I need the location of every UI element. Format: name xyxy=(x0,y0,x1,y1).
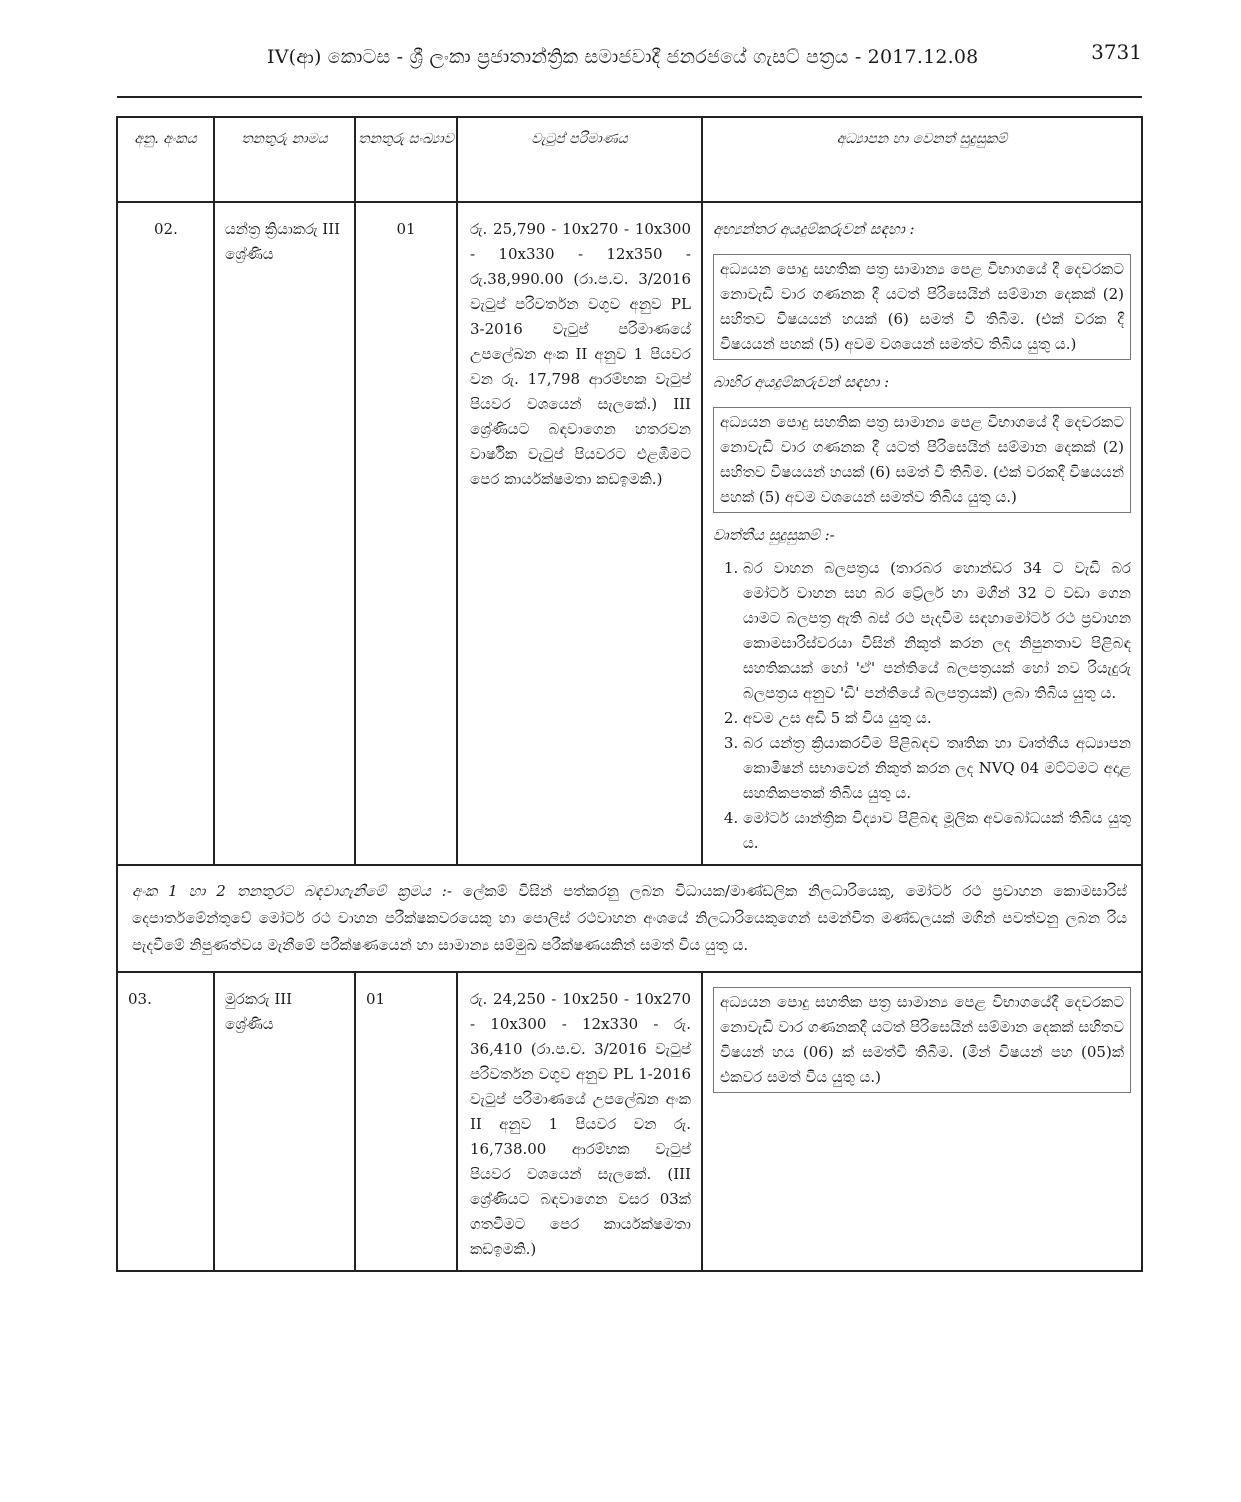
table-row xyxy=(117,972,1142,1271)
internal-applicants-heading: අභ්‍යන්තර අයදුම්කරුවන් සඳහා : xyxy=(713,220,915,238)
list-item: 3. බර යන්ත්‍ර ක්‍රියාකරවීම පිළිබඳව තෘතික හා වෘත්තීය අධ්‍යාපන කොමිෂන් සභාවෙන් නිකුත් කරන ලද NVQ 04 මට්ටමට අදාළ සහතිකපතක් තිබිය යුතු ය. xyxy=(743,731,1131,806)
recruitment-method-text: ලේකම් විසින් පත්කරනු ලබන විධායක/මාණ්ඩලික නිලධාරියෙකු, මෝටර් රථ ප්‍රවාහන කොමසාරිස් දෙපාර්තමේන්තුවේ මෝටර් රථ වාහන පරීක්ෂකවරයෙකු හා පොලිස් රථවාහන අංශයේ නිලධාරියෙකුගෙන් සමන්විත මණ්ඩලයක් මගින් පවත්වනු ලබන රිය පැදවීමේ නිපුණත්වය මැනීමේ පරීක්ෂණයෙන් හා සාමාන්‍ය සම්මුඛ පරීක්ෂණයකින් සමත් විය යුතු ය. xyxy=(132,882,1127,954)
serial-number: 03. xyxy=(117,972,214,1271)
post-count: 01 xyxy=(355,202,457,865)
page-number: 3731 xyxy=(1091,40,1142,64)
recruitment-method-note xyxy=(117,865,1142,972)
recruitment-method-row xyxy=(117,865,1142,972)
qualification-text: අධ්‍යයන පොදු සහතික පත්‍ර සාමාන්‍ය පෙළ විභාගයේදී දෙවරකට නොවැඩි වාර ගණනකදී යටත් පිරිසෙයින් සම්මාන දෙකක් සහිතව විෂයන් හය (06) ක් සමත්වී තිබීම. (මින් විෂයන් පහ (05)ක් එකවර සමත් විය යුතු ය.) xyxy=(713,987,1131,1093)
vacancy-table xyxy=(116,116,1143,1272)
list-item: 4. මෝටර් යාන්ත්‍රික විද්‍යාව පිළිබඳ මූලික අවබෝධයක් තිබිය යුතු ය. xyxy=(743,806,1131,856)
table-row xyxy=(117,202,1142,865)
internal-applicants-text: අධ්‍යයන පොදු සහතික පත්‍ර සාමාන්‍ය පෙළ විභාගයේ දී දෙවරකට නොවැඩි වාර ගණනක දී යටත් පිරිසෙයින් සම්මාන දෙකක් (2) සහිතව විෂයයන් හයක් (6) සමත් වී තිබීම. (එක් වරක දී විෂයයන් පහක් (5) අවම වශයෙන් සමත්ව තිබිය යුතු ය.) xyxy=(713,254,1131,360)
post-count: 01 xyxy=(355,972,457,1271)
professional-qualifications-heading: වෘත්තීය සුදුසුකම් :- xyxy=(713,526,835,544)
list-item: 2. අවම උස අඩි 5 ක් විය යුතු ය. xyxy=(743,706,1131,731)
table-header-row xyxy=(117,117,1142,202)
column-header-post-name: තනතුරු නාමය xyxy=(214,117,355,202)
serial-number: 02. xyxy=(117,202,214,865)
page-header xyxy=(117,40,1142,80)
column-header-serial: අනු. අංකය xyxy=(117,117,214,202)
external-applicants-text: අධ්‍යයන පොදු සහතික පත්‍ර සාමාන්‍ය පෙළ විභාගයේ දී දෙවරකට නොවැඩි වාර ගණනක දී යටත් පිරිසෙයින් සම්මාන දෙකක් (2) සහිතව විෂයයන් හයක් (6) සමත් වී තිබීම. (එක් වරකදී විෂයයන් පහක් (5) අවම වශයෙන් සමත්ව තිබිය යුතු ය.) xyxy=(713,407,1131,513)
qualifications-cell xyxy=(702,202,1142,865)
post-name: යන්ත්‍ර ක්‍රියාකරු III ශ්‍රේණිය xyxy=(214,202,355,865)
gazette-title: IV(ආ) කොටස - ශ්‍රී ලංකා ප්‍රජාතාන්ත්‍රික සමාජවාදී ජනරජයේ ගැසට් පත්‍රය - 2017.12.08 xyxy=(267,46,979,68)
external-applicants-heading: බාහිර අයදුම්කරුවන් සඳහා : xyxy=(713,373,890,391)
column-header-salary-scale: වැටුප් පරිමාණය xyxy=(457,117,702,202)
post-name: මුරකරු III ශ්‍රේණිය xyxy=(214,972,355,1271)
header-divider xyxy=(117,96,1142,98)
professional-qualifications-list xyxy=(713,556,1131,856)
salary-scale: රු. 24,250 - 10x250 - 10x270 - 10x300 - 12x330 - රු. 36,410 (රා.ප.ච. 3/2016 වැටුප් පරිවර්තන වගුව අනුව PL 1-2016 වැටුප් පරිමාණයේ උපලේඛන අංක II අනුව 1 පියවර වන රු. 16,738.00 ආරම්භක වැටුප් පියවර වශයෙන් සැලකේ. (III ශ්‍රේණියට බඳවාගෙන වසර 03ක් ගතවීමට පෙර කාර්යක්ෂමතා කඩඉමකි.) xyxy=(457,972,702,1271)
column-header-qualifications: අධ්‍යාපන හා වෙනත් සුදුසුකම් xyxy=(702,117,1142,202)
qualifications-cell xyxy=(702,972,1142,1271)
salary-scale: රු. 25,790 - 10x270 - 10x300 - 10x330 - 12x350 - රු.38,990.00 (රා.ප.ච. 3/2016 වැටුප් පරිවර්තන වගුව අනුව PL 3-2016 වැටුප් පරිමාණයේ උපලේඛන අංක II අනුව 1 පියවර වන රු. 17,798 ආරම්භක වැටුප් පියවර වශයෙන් සැලකේ.) III ශ්‍රේණියට බඳවාගෙන හතරවන වාර්ෂික වැටුප් පියවරට එළඹීමට පෙර කාර්යක්ෂමතා කඩඉමකි.) xyxy=(457,202,702,865)
column-header-post-count: තනතුරු සංඛ්‍යාව xyxy=(355,117,457,202)
recruitment-method-heading: අංක 1 හා 2 තනතුරට බඳවාගැනීමේ ක්‍රමය :- xyxy=(132,882,452,900)
list-item: 1. බර වාහන බලපත්‍රය (තාරබර හොන්ඩර 34 ට වැඩි බර මෝටර් වාහන සහ බර ට්‍රේලර් හා මගීන් 32 ට වඩා ගෙන යාමට බලපත්‍ර ඇති බස් රථ පැදවීම සඳහාමෝටර් රථ ප්‍රවාහන කොමසාරිස්වරයා විසින් නිකුත් කරන ලද නිපුනතාව පිළිබඳ සහතිකයක් හෝ 'ඒ' පන්තියේ බලපත්‍රයක් හෝ නව රියැදුරු බලපත්‍රය අනුව 'ඩී' පන්තියේ බලපත්‍රයක්) ලබා තිබිය යුතු ය. xyxy=(743,556,1131,706)
